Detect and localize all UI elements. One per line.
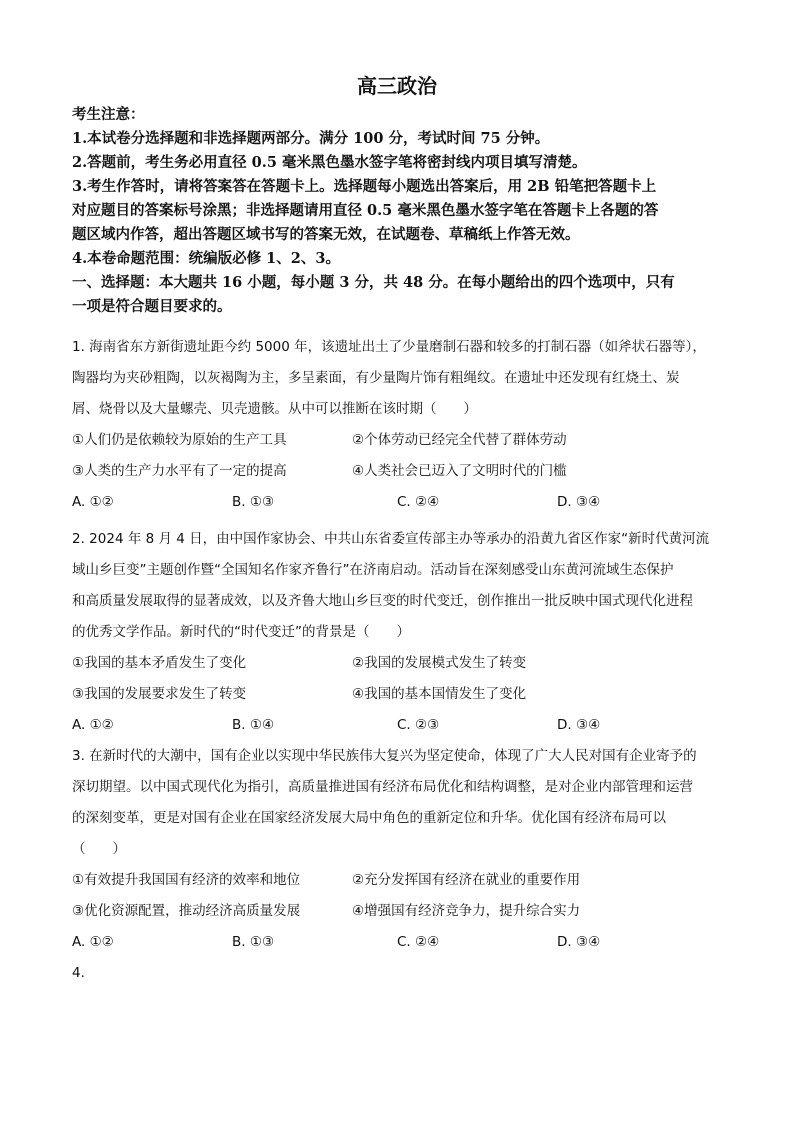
question-stem-line: （ ） <box>72 841 126 857</box>
notice-line: 考生注意： <box>72 106 145 123</box>
notice-line: 题区域内作答，超出答题区域书写的答案无效，在试题卷、草稿纸上作答无效。 <box>72 226 580 243</box>
choice-d[interactable]: D. ③④ <box>557 494 601 510</box>
answer-choices <box>72 927 727 958</box>
question-stem-line: 和高质量发展取得的显著成效，以及齐鲁大地山乡巨变的时代变迁，创作推出一批反映中国式现代化进程 <box>72 593 693 609</box>
choice-d[interactable]: D. ③④ <box>557 934 601 950</box>
question-stem-line: 的深刻变革，更是对国有企业在国家经济发展大局中角色的重新定位和升华。优化国有经济布局可以 <box>72 810 666 826</box>
notice-line: 对应题目的答案标号涂黑；非选择题请用直径 0.5 毫米黑色墨水签字笔在答题卡上各题的答 <box>72 202 659 219</box>
statement-1: ①我国的基本矛盾发生了变化 <box>72 655 247 671</box>
question-4-number <box>72 958 727 989</box>
notice-line: 2.答题前，考生务必用直径 0.5 毫米黑色墨水签字笔将密封线内项目填写清楚。 <box>72 154 587 171</box>
question-3 <box>72 741 727 958</box>
exam-notice <box>72 103 732 319</box>
statement-row <box>72 425 727 456</box>
question-number: 4. <box>72 965 85 981</box>
choice-d[interactable]: D. ③④ <box>557 717 601 733</box>
choice-b[interactable]: B. ①④ <box>232 717 275 733</box>
statement-2: ②个体劳动已经完全代替了群体劳动 <box>352 432 567 448</box>
choice-c[interactable]: C. ②③ <box>397 717 440 733</box>
question-stem-line: 2. 2024 年 8 月 4 日，由中国作家协会、中共山东省委宣传部主办等承办的沿黄九省区作家“新时代黄河流 <box>72 531 710 547</box>
statement-row <box>72 648 727 679</box>
choice-c[interactable]: C. ②④ <box>397 494 440 510</box>
question-stem-line: 1. 海南省东方新街遗址距今约 5000 年，该遗址出土了少量磨制石器和较多的打制石器（如斧状石器等）， <box>72 339 706 355</box>
statement-2: ②充分发挥国有经济在就业的重要作用 <box>352 872 581 888</box>
notice-line: 3.考生作答时，请将答案答在答题卡上。选择题每小题选出答案后，用 2B 铅笔把答题卡上 <box>72 178 657 195</box>
question-2 <box>72 524 727 741</box>
question-stem-line: 深切期望。以中国式现代化为指引，高质量推进国有经济布局优化和结构调整，是对企业内部管理和运营 <box>72 779 693 795</box>
choice-b[interactable]: B. ①③ <box>232 494 275 510</box>
statement-4: ④增强国有经济竞争力，提升综合实力 <box>352 903 581 919</box>
answer-choices <box>72 710 727 741</box>
statement-3: ③人类的生产力水平有了一定的提高 <box>72 463 287 479</box>
notice-line: 一项是符合题目要求的。 <box>72 298 232 315</box>
question-stem-line: 域山乡巨变”主题创作暨“全国知名作家齐鲁行”在济南启动。活动旨在深刻感受山东黄河流域生态保护 <box>72 562 674 578</box>
choice-c[interactable]: C. ②④ <box>397 934 440 950</box>
statement-3: ③优化资源配置，推动经济高质量发展 <box>72 903 301 919</box>
choice-a[interactable]: A. ①② <box>72 494 114 510</box>
choice-a[interactable]: A. ①② <box>72 934 114 950</box>
statement-row <box>72 456 727 487</box>
question-stem-line: 陶器均为夹砂粗陶，以灰褐陶为主，多呈素面，有少量陶片饰有粗绳纹。在遗址中还发现有红烧土、炭 <box>72 370 680 386</box>
question-stem-line: 3. 在新时代的大潮中，国有企业以实现中华民族伟大复兴为坚定使命，体现了广大人民对国有企业寄予的 <box>72 748 697 764</box>
statement-4: ④我国的基本国情发生了变化 <box>352 686 527 702</box>
choice-b[interactable]: B. ①③ <box>232 934 275 950</box>
question-stem-line: 的优秀文学作品。新时代的“时代变迁”的背景是（ ） <box>72 624 410 640</box>
question-stem-line: 屑、烧骨以及大量螺壳、贝壳遗骸。从中可以推断在该时期（ ） <box>72 401 477 417</box>
statement-2: ②我国的发展模式发生了转变 <box>352 655 527 671</box>
notice-line: 4.本卷命题范围：统编版必修 1、2、3。 <box>72 250 340 267</box>
answer-choices <box>72 487 727 518</box>
question-1 <box>72 332 727 518</box>
statement-row <box>72 679 727 710</box>
statement-1: ①有效提升我国国有经济的效率和地位 <box>72 872 301 888</box>
page-title: 高三政治 <box>357 74 437 98</box>
notice-line: 1.本试卷分选择题和非选择题两部分。满分 100 分，考试时间 75 分钟。 <box>72 130 550 147</box>
notice-line: 一、选择题：本大题共 16 小题，每小题 3 分，共 48 分。在每小题给出的四个选项中，只有 <box>72 274 675 291</box>
statement-row <box>72 896 727 927</box>
statement-1: ①人们仍是依赖较为原始的生产工具 <box>72 432 287 448</box>
statement-3: ③我国的发展要求发生了转变 <box>72 686 247 702</box>
statement-row <box>72 865 727 896</box>
choice-a[interactable]: A. ①② <box>72 717 114 733</box>
statement-4: ④人类社会已迈入了文明时代的门槛 <box>352 463 567 479</box>
